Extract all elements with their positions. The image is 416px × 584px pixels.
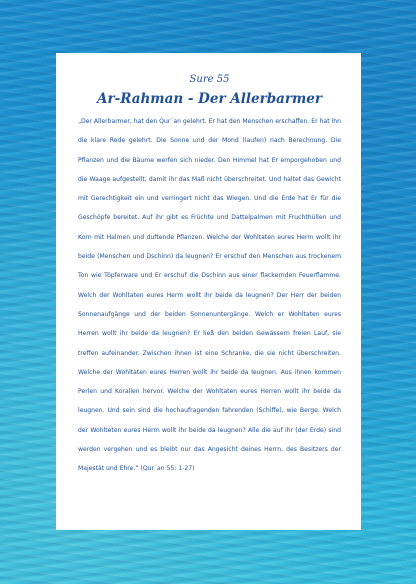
verse-text: „Der Allerbarmer, hat den Qur´an gelehrt. Er hat den Menschen erschaffen. Er hat ihn die klare Rede gelehrt. Die Sonne und der Mond (laufen) nach Berechnung. Die Pflanzen und die Bäume werfen sich nieder. Den Himmel hat Er emporgehoben und die Waage aufgestellt, damit ihr das Maß nicht überschreitet. Und haltet das Gewicht mit Gerechtigkeit ein und verringert nicht das Wiegen. Und die Erde hat Er für die Geschöpfe bereitet. Auf ihr gibt es Früchte und Dattelpalmen mit Fruchthüllen und Korn mit Halmen und duftende Pflanzen. Welche der Wohltaten eures Herrn wollt ihr beide (Menschen und Dschinn) da leugnen? Er erschuf den Menschen aus trockenem Ton wie Töpferware und Er erschuf die Dschinn aus einer flackernden Feuerflamme. Welch der Wohltaten eures Herrn wollt ihr beide da leugnen? Der Herr der beiden Sonnenaufgänge und der beiden Sonnenuntergänge. Welch er Wohltaten eures Herren wollt ihr beide da leugnen? Er ließ den beiden Gewässern freien Lauf, sie treffen aufeinander. Zwischen ihnen ist eine Schranke, die sie nicht überschreiten. Welche der Wohltaten eures Herren wollt ihr beide da leugnen. Aus ihnen kommen Perlen und Korallen hervor. Welche der Wohltaten eures Herren wollt ihr beide da leugnen. Und sein sind die hochaufragenden fahrenden (Schiffe), wie Berge. Welch der Wohlteten eures Herrn wollt ihr beide da leugnen? Alle die auf ihr (der Erde) sind werden vergehen und es bleibt nur das Angesicht deines Herrn, des Besitzers der Majestät und Ehre.“ (Qur´an 55: 1-27) <box>78 118 341 473</box>
sura-title: Ar-Rahman - Der Allerbarmer <box>97 91 322 107</box>
sura-number: Sure 55 <box>189 74 230 85</box>
text-card <box>56 53 361 530</box>
